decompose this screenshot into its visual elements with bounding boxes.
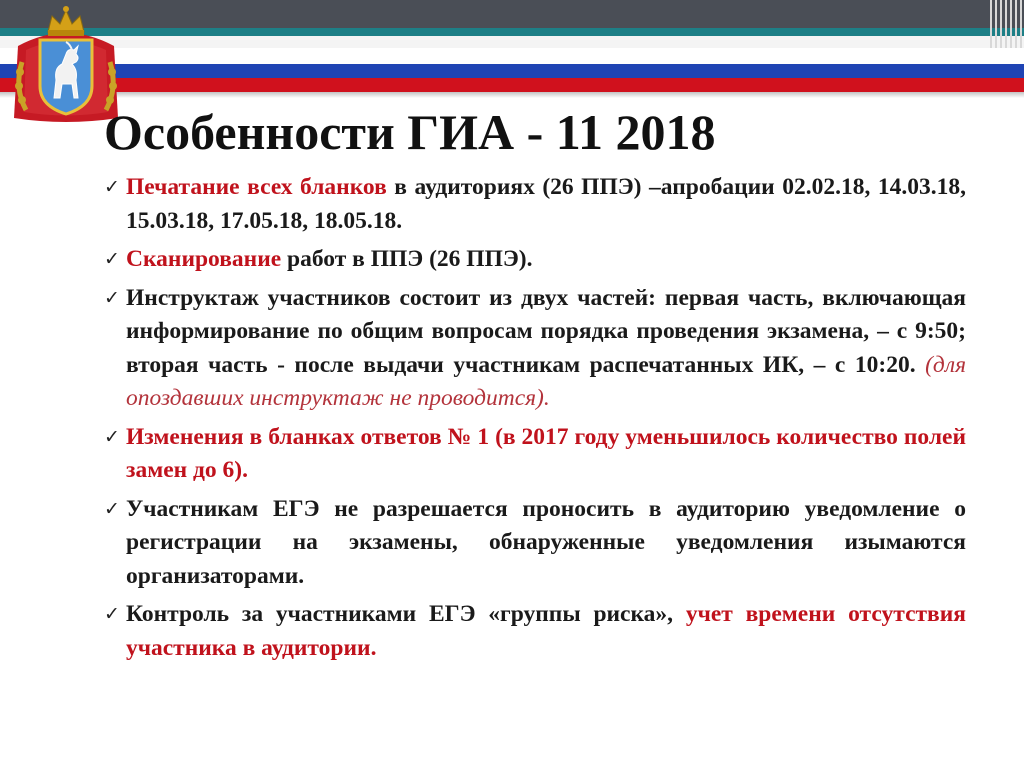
bullet-text: в аудиториях (26 ППЭ) –апробации 02.02.18, 14.03.18, 15.03.18, 17.05.18, 18.05.18. — [126, 174, 966, 234]
check-mark-icon: ✓ — [104, 248, 120, 270]
flag-stripe-red — [0, 78, 1024, 92]
bullet-item — [104, 598, 966, 665]
flag-stripe-blue — [0, 64, 1024, 78]
bullet-item — [104, 282, 966, 416]
bullet-list — [104, 171, 966, 670]
bullet-text: учет времени отсутствия участника в аудитории. — [126, 601, 966, 661]
bullet-text: Участникам ЕГЭ не разрешается проносить в аудиторию уведомление о регистрации на экзамены, обнаруженные уведомления изымаются организаторами. — [126, 495, 966, 589]
bullet-item — [104, 243, 966, 277]
check-mark-icon: ✓ — [104, 286, 120, 309]
header-hatch-decoration — [990, 0, 1024, 48]
bullet-item — [104, 493, 966, 594]
check-mark-icon: ✓ — [104, 425, 120, 448]
bullet-text: работ в ППЭ (26 ППЭ). — [281, 246, 533, 272]
bullet-text: Изменения в бланках ответов № 1 (в 2017 году уменьшилось количество полей замен до 6). — [126, 423, 966, 483]
bullet-text: Сканирование — [126, 246, 282, 272]
header-band-light — [0, 36, 1024, 48]
page-title: Особенности ГИА - 11 2018 — [104, 104, 716, 160]
bullet-text: (для опоздавших инструктаж не проводится). — [126, 351, 966, 411]
bullet-text: Контроль за участниками ЕГЭ «группы риска», — [126, 601, 686, 627]
bullet-text: Инструктаж участников состоит из двух частей: первая часть, включающая информирование по общим вопросам порядка проведения экзамена, – с 9:50; вторая часть - после выдачи участникам распечатанных ИК, – с 10:20. — [126, 284, 966, 378]
check-mark-icon: ✓ — [104, 176, 120, 198]
bullet-text: Печатание всех бланков — [126, 174, 387, 200]
bullet-item — [104, 171, 966, 238]
check-mark-icon: ✓ — [104, 497, 120, 520]
header-band-teal — [0, 28, 1024, 36]
flag-stripe-white — [0, 48, 1024, 64]
header-shadow — [0, 92, 1024, 98]
header-band-dark — [0, 0, 1024, 28]
bullet-item — [104, 421, 966, 488]
check-mark-icon: ✓ — [104, 603, 120, 625]
